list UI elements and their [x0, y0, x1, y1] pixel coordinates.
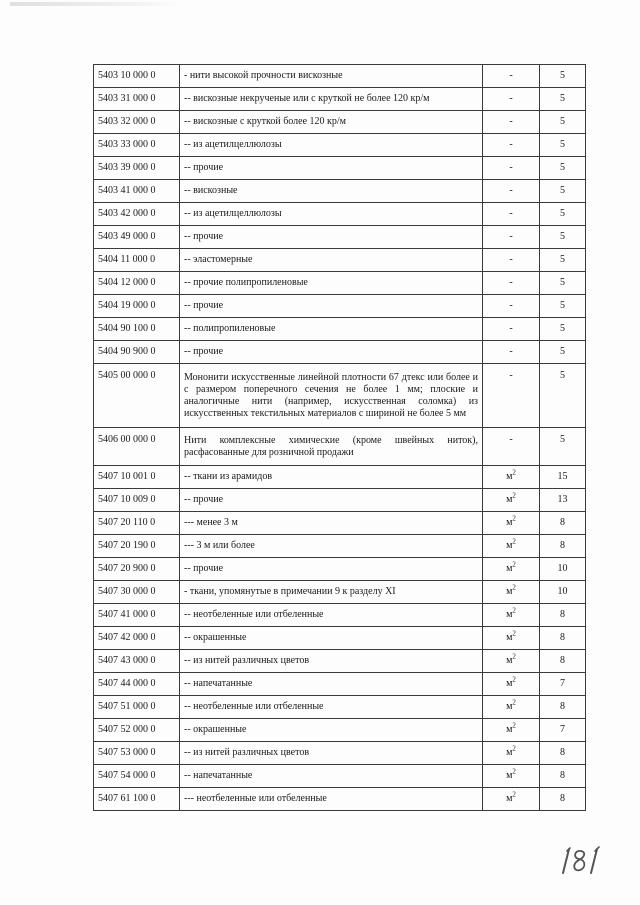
unit-superscript: 2: [512, 675, 516, 684]
tariff-table: [93, 64, 586, 811]
unit-cell: [483, 765, 540, 788]
code-cell: [94, 650, 180, 673]
table-row: [94, 295, 586, 318]
code-cell: [94, 180, 180, 203]
description-cell-text: - ткани, упомянутые в примечании 9 к разделу XI: [184, 586, 396, 597]
code-cell: [94, 249, 180, 272]
code-cell-text: 5407 43 000 0: [98, 655, 156, 666]
description-cell: [180, 650, 483, 673]
rate-cell: [540, 295, 586, 318]
description-cell: [180, 765, 483, 788]
code-cell: [94, 272, 180, 295]
code-cell-text: 5404 11 000 0: [98, 254, 156, 265]
table-row: [94, 157, 586, 180]
rate-cell-text: 5: [560, 370, 565, 381]
unit-cell-text: -: [509, 300, 513, 311]
unit-cell-text: м: [506, 793, 513, 804]
unit-cell: [483, 719, 540, 742]
unit-superscript: 2: [512, 583, 516, 592]
rate-cell-text: 5: [560, 277, 565, 288]
rate-cell: [540, 489, 586, 512]
description-cell: [180, 627, 483, 650]
description-cell-text: -- прочие полипропиленовые: [184, 277, 308, 288]
table-row: [94, 535, 586, 558]
code-cell: [94, 341, 180, 364]
code-cell-text: 5407 30 000 0: [98, 586, 156, 597]
code-cell-text: 5403 31 000 0: [98, 93, 156, 104]
code-cell-text: 5403 42 000 0: [98, 208, 156, 219]
table-row: [94, 88, 586, 111]
code-cell: [94, 742, 180, 765]
description-cell: [180, 788, 483, 811]
unit-cell: [483, 180, 540, 203]
tariff-table-body: [94, 65, 586, 811]
rate-cell: [540, 765, 586, 788]
rate-cell: [540, 627, 586, 650]
unit-cell-text: -: [509, 93, 513, 104]
code-cell: [94, 581, 180, 604]
description-cell-text: -- эластомерные: [184, 254, 253, 265]
unit-superscript: 2: [512, 721, 516, 730]
description-cell: [180, 466, 483, 489]
code-cell-text: 5407 20 190 0: [98, 540, 156, 551]
table-row: [94, 428, 586, 466]
rate-cell-text: 5: [560, 139, 565, 150]
description-cell: [180, 742, 483, 765]
description-cell: [180, 226, 483, 249]
rate-cell: [540, 535, 586, 558]
code-cell-text: 5404 12 000 0: [98, 277, 156, 288]
description-cell: [180, 512, 483, 535]
description-cell: [180, 535, 483, 558]
unit-cell: [483, 295, 540, 318]
code-cell-text: 5404 90 100 0: [98, 323, 156, 334]
description-cell-text: -- напечатанные: [184, 678, 253, 689]
unit-cell: [483, 272, 540, 295]
rate-cell: [540, 318, 586, 341]
unit-cell-text: -: [509, 254, 513, 265]
rate-cell-text: 13: [557, 494, 568, 505]
unit-cell: [483, 88, 540, 111]
rate-cell-text: 5: [560, 300, 565, 311]
unit-cell: [483, 673, 540, 696]
unit-cell: [483, 364, 540, 428]
code-cell: [94, 364, 180, 428]
description-cell-text: --- 3 м или более: [184, 540, 255, 551]
description-cell-text: -- неотбеленные или отбеленные: [184, 701, 324, 712]
unit-cell-text: м: [506, 747, 513, 758]
code-cell-text: 5407 42 000 0: [98, 632, 156, 643]
rate-cell-text: 8: [560, 609, 565, 620]
unit-cell-text: м: [506, 471, 513, 482]
description-cell: [180, 364, 483, 428]
table-row: [94, 650, 586, 673]
unit-cell-text: -: [509, 370, 513, 381]
rate-cell-text: 10: [557, 586, 568, 597]
rate-cell-text: 5: [560, 208, 565, 219]
code-cell-text: 5404 19 000 0: [98, 300, 156, 311]
rate-cell-text: 5: [560, 323, 565, 334]
description-cell-text: -- прочие: [184, 231, 224, 242]
unit-cell: [483, 650, 540, 673]
description-cell-text: -- прочие: [184, 346, 224, 357]
code-cell-text: 5407 44 000 0: [98, 678, 156, 689]
table-row: [94, 318, 586, 341]
description-cell: [180, 295, 483, 318]
table-row: [94, 203, 586, 226]
code-cell: [94, 604, 180, 627]
code-cell: [94, 512, 180, 535]
description-cell-text: -- прочие: [184, 494, 224, 505]
unit-cell: [483, 512, 540, 535]
description-cell-text: --- неотбеленные или отбеленные: [184, 793, 327, 804]
rate-cell: [540, 65, 586, 88]
code-cell: [94, 318, 180, 341]
unit-superscript: 2: [512, 514, 516, 523]
description-cell-text: -- ткани из арамидов: [184, 471, 273, 482]
unit-cell: [483, 581, 540, 604]
unit-cell-text: м: [506, 701, 513, 712]
unit-superscript: 2: [512, 491, 516, 500]
description-cell-text: Нити комплексные химические (кроме швейных ниток), расфасованные для розничной продажи: [184, 434, 478, 458]
table-row: [94, 466, 586, 489]
rate-cell: [540, 673, 586, 696]
code-cell-text: 5407 10 001 0: [98, 471, 156, 482]
unit-cell-text: м: [506, 632, 513, 643]
code-cell-text: 5407 41 000 0: [98, 609, 156, 620]
unit-cell-text: -: [509, 277, 513, 288]
code-cell: [94, 134, 180, 157]
unit-cell: [483, 249, 540, 272]
unit-cell-text: м: [506, 678, 513, 689]
code-cell-text: 5403 41 000 0: [98, 185, 156, 196]
rate-cell: [540, 272, 586, 295]
code-cell: [94, 428, 180, 466]
rate-cell: [540, 512, 586, 535]
rate-cell-text: 8: [560, 517, 565, 528]
unit-cell: [483, 696, 540, 719]
code-cell: [94, 466, 180, 489]
unit-cell: [483, 134, 540, 157]
description-cell-text: -- прочие: [184, 162, 224, 173]
code-cell: [94, 673, 180, 696]
unit-cell: [483, 742, 540, 765]
unit-cell: [483, 535, 540, 558]
rate-cell-text: 8: [560, 701, 565, 712]
description-cell-text: -- окрашенные: [184, 724, 247, 735]
description-cell: [180, 673, 483, 696]
table-row: [94, 558, 586, 581]
unit-cell: [483, 203, 540, 226]
rate-cell-text: 10: [557, 563, 568, 574]
code-cell-text: 5405 00 000 0: [98, 370, 156, 381]
unit-superscript: 2: [512, 560, 516, 569]
description-cell: [180, 88, 483, 111]
code-cell: [94, 203, 180, 226]
code-cell: [94, 719, 180, 742]
description-cell: [180, 272, 483, 295]
rate-cell-text: 7: [560, 678, 565, 689]
description-cell-text: -- вискозные: [184, 185, 238, 196]
unit-cell-text: м: [506, 517, 513, 528]
unit-cell: [483, 428, 540, 466]
table-row: [94, 489, 586, 512]
unit-cell-text: м: [506, 609, 513, 620]
description-cell-text: -- из ацетилцеллюлозы: [184, 139, 282, 150]
rate-cell: [540, 364, 586, 428]
unit-cell-text: -: [509, 323, 513, 334]
rate-cell-text: 5: [560, 434, 565, 445]
unit-cell: [483, 65, 540, 88]
rate-cell: [540, 157, 586, 180]
rate-cell-text: 8: [560, 632, 565, 643]
code-cell-text: 5407 51 000 0: [98, 701, 156, 712]
code-cell-text: 5407 54 000 0: [98, 770, 156, 781]
code-cell-text: 5407 52 000 0: [98, 724, 156, 735]
unit-cell-text: -: [509, 434, 513, 445]
unit-cell-text: м: [506, 540, 513, 551]
rate-cell: [540, 558, 586, 581]
description-cell-text: -- прочие: [184, 300, 224, 311]
description-cell-text: -- напечатанные: [184, 770, 253, 781]
code-cell: [94, 65, 180, 88]
unit-cell: [483, 111, 540, 134]
code-cell-text: 5403 39 000 0: [98, 162, 156, 173]
code-cell: [94, 489, 180, 512]
code-cell-text: 5403 49 000 0: [98, 231, 156, 242]
code-cell-text: 5403 33 000 0: [98, 139, 156, 150]
rate-cell-text: 8: [560, 747, 565, 758]
code-cell: [94, 696, 180, 719]
rate-cell-text: 5: [560, 231, 565, 242]
unit-cell-text: -: [509, 139, 513, 150]
rate-cell: [540, 466, 586, 489]
description-cell: [180, 489, 483, 512]
table-row: [94, 765, 586, 788]
description-cell-text: -- полипропиленовые: [184, 323, 276, 334]
rate-cell: [540, 428, 586, 466]
unit-cell: [483, 466, 540, 489]
unit-cell-text: -: [509, 208, 513, 219]
description-cell-text: -- из нитей различных цветов: [184, 747, 310, 758]
description-cell-text: -- окрашенные: [184, 632, 247, 643]
rate-cell-text: 5: [560, 346, 565, 357]
rate-cell: [540, 134, 586, 157]
unit-cell: [483, 226, 540, 249]
table-row: [94, 742, 586, 765]
description-cell: [180, 341, 483, 364]
description-cell-text: -- вискозные с круткой более 120 кр/м: [184, 116, 347, 127]
description-cell: [180, 157, 483, 180]
rate-cell: [540, 180, 586, 203]
unit-cell: [483, 157, 540, 180]
unit-superscript: 2: [512, 606, 516, 615]
description-cell: [180, 203, 483, 226]
unit-cell-text: -: [509, 185, 513, 196]
rate-cell-text: 5: [560, 116, 565, 127]
rate-cell: [540, 581, 586, 604]
scan-artifact: [10, 2, 180, 6]
table-row: [94, 627, 586, 650]
rate-cell: [540, 719, 586, 742]
code-cell-text: 5403 32 000 0: [98, 116, 156, 127]
description-cell: [180, 249, 483, 272]
code-cell: [94, 627, 180, 650]
rate-cell: [540, 341, 586, 364]
code-cell: [94, 765, 180, 788]
rate-cell-text: 8: [560, 655, 565, 666]
rate-cell-text: 5: [560, 93, 565, 104]
rate-cell: [540, 88, 586, 111]
rate-cell-text: 15: [557, 471, 568, 482]
description-cell-text: -- из нитей различных цветов: [184, 655, 310, 666]
description-cell-text: -- вискозные некрученые или с круткой не более 120 кр/м: [184, 93, 430, 104]
unit-superscript: 2: [512, 629, 516, 638]
code-cell-text: 5407 53 000 0: [98, 747, 156, 758]
description-cell: [180, 318, 483, 341]
description-cell: [180, 558, 483, 581]
description-cell-text: -- прочие: [184, 563, 224, 574]
unit-cell-text: м: [506, 770, 513, 781]
description-cell: [180, 65, 483, 88]
rate-cell: [540, 650, 586, 673]
code-cell: [94, 111, 180, 134]
description-cell: [180, 134, 483, 157]
rate-cell: [540, 249, 586, 272]
unit-cell: [483, 604, 540, 627]
table-row: [94, 226, 586, 249]
table-row: [94, 788, 586, 811]
code-cell: [94, 226, 180, 249]
rate-cell-text: 8: [560, 793, 565, 804]
unit-superscript: 2: [512, 537, 516, 546]
unit-superscript: 2: [512, 652, 516, 661]
table-row: [94, 512, 586, 535]
table-row: [94, 272, 586, 295]
unit-cell-text: -: [509, 346, 513, 357]
rate-cell-text: 5: [560, 70, 565, 81]
unit-cell: [483, 558, 540, 581]
description-cell-text: --- менее 3 м: [184, 517, 238, 528]
description-cell: [180, 581, 483, 604]
description-cell-text: Мононити искусственные линейной плотности 67 дтекс или более и с размером поперечного сечения не более 1 мм; плоские и аналогичные нити (например, искусственная соломка) из искусственных текстильных материалов с шириной не более 5 мм: [184, 371, 478, 419]
code-cell: [94, 295, 180, 318]
unit-cell-text: -: [509, 70, 513, 81]
code-cell-text: 5403 10 000 0: [98, 70, 156, 81]
unit-cell-text: м: [506, 586, 513, 597]
code-cell-text: 5407 10 009 0: [98, 494, 156, 505]
unit-cell-text: -: [509, 231, 513, 242]
code-cell: [94, 788, 180, 811]
code-cell-text: 5407 20 110 0: [98, 517, 156, 528]
table-row: [94, 111, 586, 134]
table-row: [94, 673, 586, 696]
rate-cell: [540, 226, 586, 249]
rate-cell-text: 5: [560, 254, 565, 265]
rate-cell: [540, 203, 586, 226]
code-cell-text: 5404 90 900 0: [98, 346, 156, 357]
unit-cell: [483, 489, 540, 512]
unit-superscript: 2: [512, 698, 516, 707]
rate-cell-text: 5: [560, 185, 565, 196]
code-cell: [94, 88, 180, 111]
unit-superscript: 2: [512, 744, 516, 753]
unit-cell: [483, 788, 540, 811]
handwritten-page-number: [557, 843, 605, 883]
table-row: [94, 134, 586, 157]
rate-cell: [540, 111, 586, 134]
rate-cell: [540, 788, 586, 811]
rate-cell: [540, 604, 586, 627]
description-cell-text: -- неотбеленные или отбеленные: [184, 609, 324, 620]
table-row: [94, 696, 586, 719]
table-row: [94, 719, 586, 742]
unit-cell-text: м: [506, 563, 513, 574]
unit-cell: [483, 318, 540, 341]
rate-cell: [540, 742, 586, 765]
unit-cell-text: м: [506, 655, 513, 666]
rate-cell-text: 5: [560, 162, 565, 173]
code-cell-text: 5406 00 000 0: [98, 434, 156, 445]
description-cell: [180, 696, 483, 719]
code-cell-text: 5407 20 900 0: [98, 563, 156, 574]
unit-cell-text: -: [509, 116, 513, 127]
table-row: [94, 341, 586, 364]
unit-cell: [483, 627, 540, 650]
description-cell: [180, 428, 483, 466]
code-cell-text: 5407 61 100 0: [98, 793, 156, 804]
unit-cell-text: -: [509, 162, 513, 173]
rate-cell-text: 8: [560, 540, 565, 551]
code-cell: [94, 535, 180, 558]
table-row: [94, 65, 586, 88]
code-cell: [94, 157, 180, 180]
unit-cell-text: м: [506, 494, 513, 505]
unit-cell: [483, 341, 540, 364]
code-cell: [94, 558, 180, 581]
table-row: [94, 364, 586, 428]
table-row: [94, 180, 586, 203]
rate-cell: [540, 696, 586, 719]
unit-superscript: 2: [512, 790, 516, 799]
description-cell: [180, 111, 483, 134]
description-cell: [180, 180, 483, 203]
description-cell: [180, 719, 483, 742]
unit-superscript: 2: [512, 767, 516, 776]
rate-cell-text: 7: [560, 724, 565, 735]
unit-cell-text: м: [506, 724, 513, 735]
table-row: [94, 581, 586, 604]
description-cell-text: - нити высокой прочности вискозные: [184, 70, 343, 81]
description-cell: [180, 604, 483, 627]
unit-superscript: 2: [512, 468, 516, 477]
description-cell-text: -- из ацетилцеллюлозы: [184, 208, 282, 219]
table-row: [94, 249, 586, 272]
table-row: [94, 604, 586, 627]
rate-cell-text: 8: [560, 770, 565, 781]
